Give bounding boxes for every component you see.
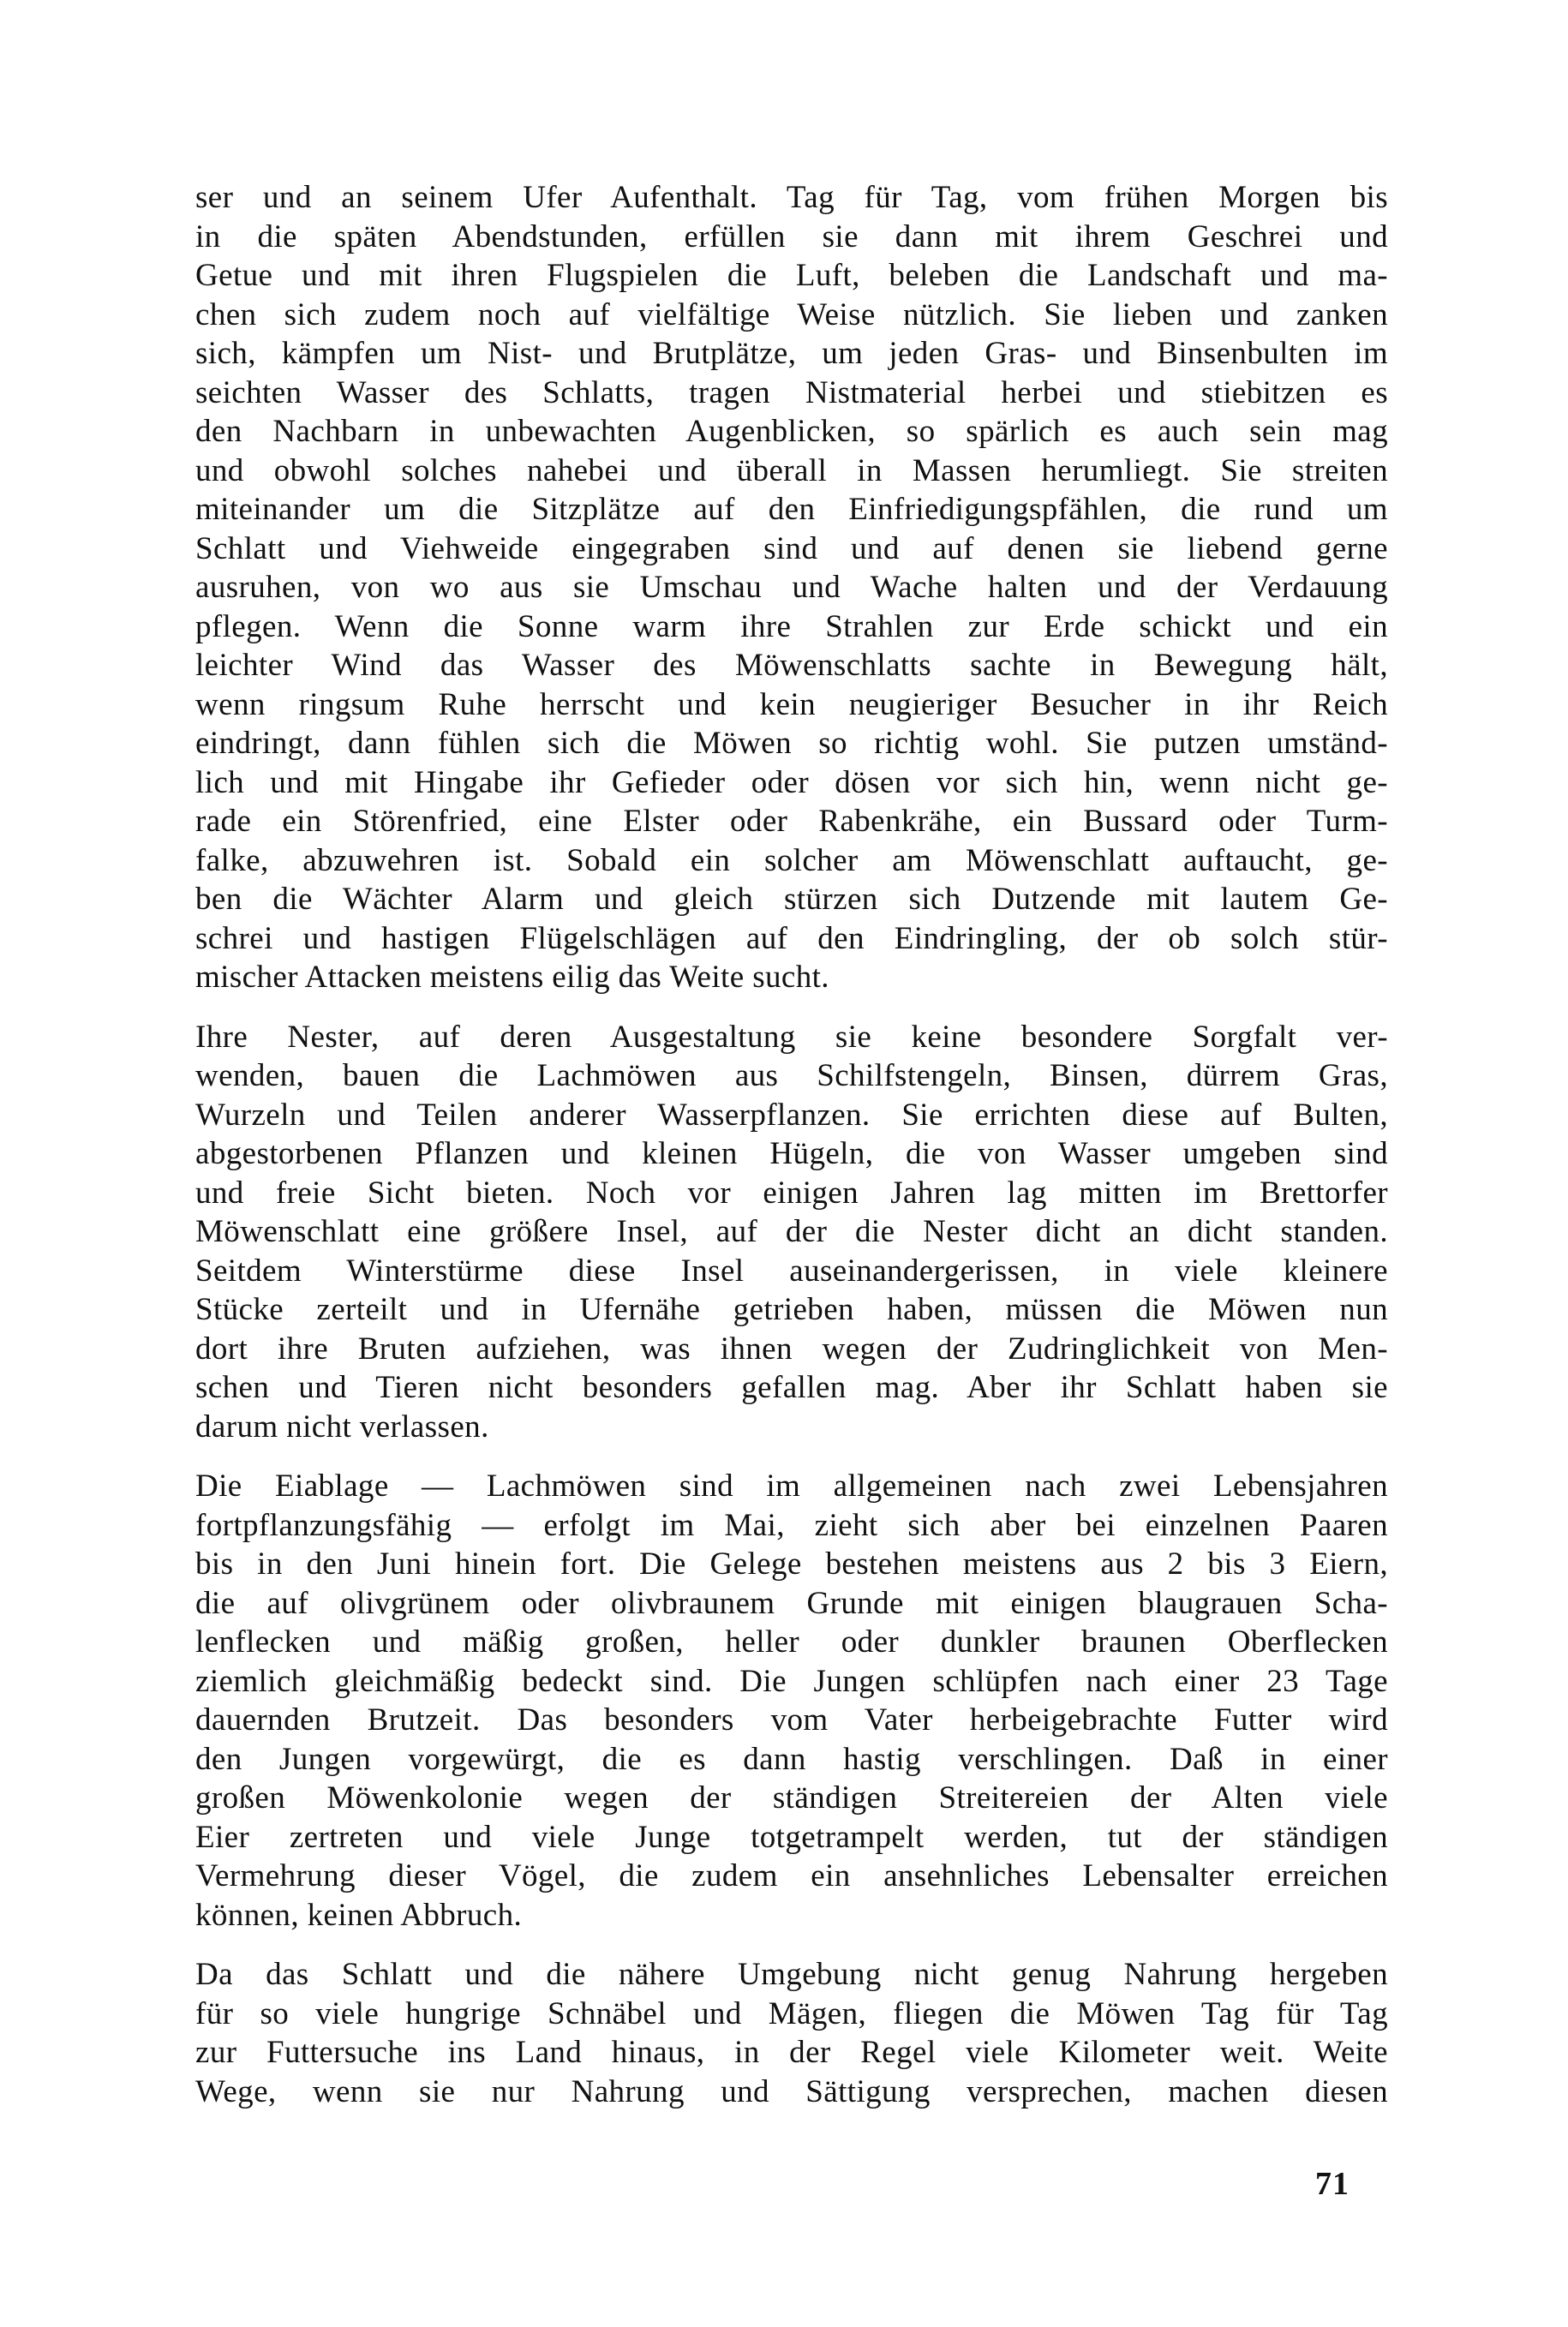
text-line: ziemlich gleichmäßig bedeckt sind. Die Jungen schlüpfen nach einer 23 Tage [195,1663,1388,1699]
text-line: und obwohl solches nahebei und überall in Massen herumliegt. Sie streiten [195,452,1388,488]
paragraph-4 [195,1955,1388,2111]
text-line: eindringt, dann fühlen sich die Möwen so richtig wohl. Sie putzen umständ- [195,726,1388,761]
text-line: darum nicht verlassen. [195,1409,489,1445]
text-line: fortpflanzungsfähig — erfolgt im Mai, zieht sich aber bei einzelnen Paaren [195,1507,1388,1543]
text-line: dort ihre Bruten aufziehen, was ihnen wegen der Zudringlichkeit von Men- [195,1331,1388,1367]
page-body [195,178,1388,2132]
text-line: wenden, bauen die Lachmöwen aus Schilfstengeln, Binsen, dürrem Gras, [195,1058,1388,1093]
text-line: Seitdem Winterstürme diese Insel auseinandergerissen, in viele kleinere [195,1253,1388,1289]
paragraph-2 [195,1018,1388,1447]
text-line: ausruhen, von wo aus sie Umschau und Wache halten und der Verdauung [195,570,1388,605]
text-line: Ihre Nester, auf deren Ausgestaltung sie keine besondere Sorgfalt ver- [195,1019,1388,1055]
text-line: für so viele hungrige Schnäbel und Mägen, fliegen die Möwen Tag für Tag [195,1995,1388,2031]
text-line: können, keinen Abbruch. [195,1897,523,1933]
text-line: lich und mit Hingabe ihr Gefieder oder dösen vor sich hin, wenn nicht ge- [195,764,1388,800]
text-line: dauernden Brutzeit. Das besonders vom Vater herbeigebrachte Futter wird [195,1702,1388,1738]
text-line: seichten Wasser des Schlatts, tragen Nistmaterial herbei und stiebitzen es [195,374,1388,410]
paragraph-1 [195,178,1388,997]
text-line: miteinander um die Sitzplätze auf den Einfriedigungspfählen, die rund um [195,492,1388,527]
paragraph-3 [195,1467,1388,1935]
text-line: leichter Wind das Wasser des Möwenschlatts sachte in Bewegung hält, [195,648,1388,683]
text-line: bis in den Juni hinein fort. Die Gelege bestehen meistens aus 2 bis 3 Eiern, [195,1546,1388,1582]
text-line: falke, abzuwehren ist. Sobald ein solcher am Möwenschlatt auftaucht, ge- [195,842,1388,878]
text-line: in die späten Abendstunden, erfüllen sie dann mit ihrem Geschrei und [195,218,1388,254]
text-line: großen Möwenkolonie wegen der ständigen Streitereien der Alten viele [195,1780,1388,1816]
text-line: den Jungen vorgewürgt, die es dann hastig verschlingen. Daß in einer [195,1741,1388,1777]
text-line: pflegen. Wenn die Sonne warm ihre Strahlen zur Erde schickt und ein [195,608,1388,644]
text-line: Vermehrung dieser Vögel, die zudem ein ansehnliches Lebensalter erreichen [195,1858,1388,1893]
text-line: Stücke zerteilt und in Ufernähe getrieben haben, müssen die Möwen nun [195,1292,1388,1327]
text-line: Da das Schlatt und die nähere Umgebung nicht genug Nahrung hergeben [195,1957,1388,1992]
text-line: sich, kämpfen um Nist- und Brutplätze, um jeden Gras- und Binsenbulten im [195,336,1388,371]
page-number: 71 [1315,2166,1350,2202]
text-line: Die Eiablage — Lachmöwen sind im allgemeinen nach zwei Lebensjahren [195,1469,1388,1504]
text-line: den Nachbarn in unbewachten Augenblicken, so spärlich es auch sein mag [195,414,1388,449]
text-line: wenn ringsum Ruhe herrscht und kein neugieriger Besucher in ihr Reich [195,686,1388,722]
text-line: Möwenschlatt eine größere Insel, auf der die Nester dicht an dicht standen. [195,1214,1388,1249]
text-line: Wurzeln und Teilen anderer Wasserpflanzen. Sie errichten diese auf Bulten, [195,1097,1388,1133]
text-line: schrei und hastigen Flügelschlägen auf den Eindringling, der ob solch stür- [195,920,1388,956]
text-line: zur Futtersuche ins Land hinaus, in der Regel viele Kilometer weit. Weite [195,2035,1388,2070]
text-line: Getue und mit ihren Flugspielen die Luft, beleben die Landschaft und ma- [195,258,1388,293]
text-line: und freie Sicht bieten. Noch vor einigen Jahren lag mitten im Brettorfer [195,1175,1388,1211]
text-line: die auf olivgrünem oder olivbraunem Grunde mit einigen blaugrauen Scha- [195,1585,1388,1621]
text-line: chen sich zudem noch auf vielfältige Weise nützlich. Sie lieben und zanken [195,296,1388,332]
text-line: Schlatt und Viehweide eingegraben sind und auf denen sie liebend gerne [195,530,1388,566]
text-line: schen und Tieren nicht besonders gefallen mag. Aber ihr Schlatt haben sie [195,1370,1388,1405]
text-line: ben die Wächter Alarm und gleich stürzen sich Dutzende mit lautem Ge- [195,882,1388,917]
text-line: rade ein Störenfried, eine Elster oder Rabenkrähe, ein Bussard oder Turm- [195,804,1388,839]
text-line: lenflecken und mäßig großen, heller oder dunkler braunen Oberflecken [195,1624,1388,1660]
text-line: Eier zertreten und viele Junge totgetrampelt werden, tut der ständigen [195,1819,1388,1855]
text-line: mischer Attacken meistens eilig das Weite sucht. [195,960,829,995]
text-line: abgestorbenen Pflanzen und kleinen Hügeln, die von Wasser umgeben sind [195,1136,1388,1171]
text-line: Wege, wenn sie nur Nahrung und Sättigung versprechen, machen diesen [195,2073,1388,2109]
text-line: ser und an seinem Ufer Aufenthalt. Tag für Tag, vom frühen Morgen bis [195,180,1388,215]
